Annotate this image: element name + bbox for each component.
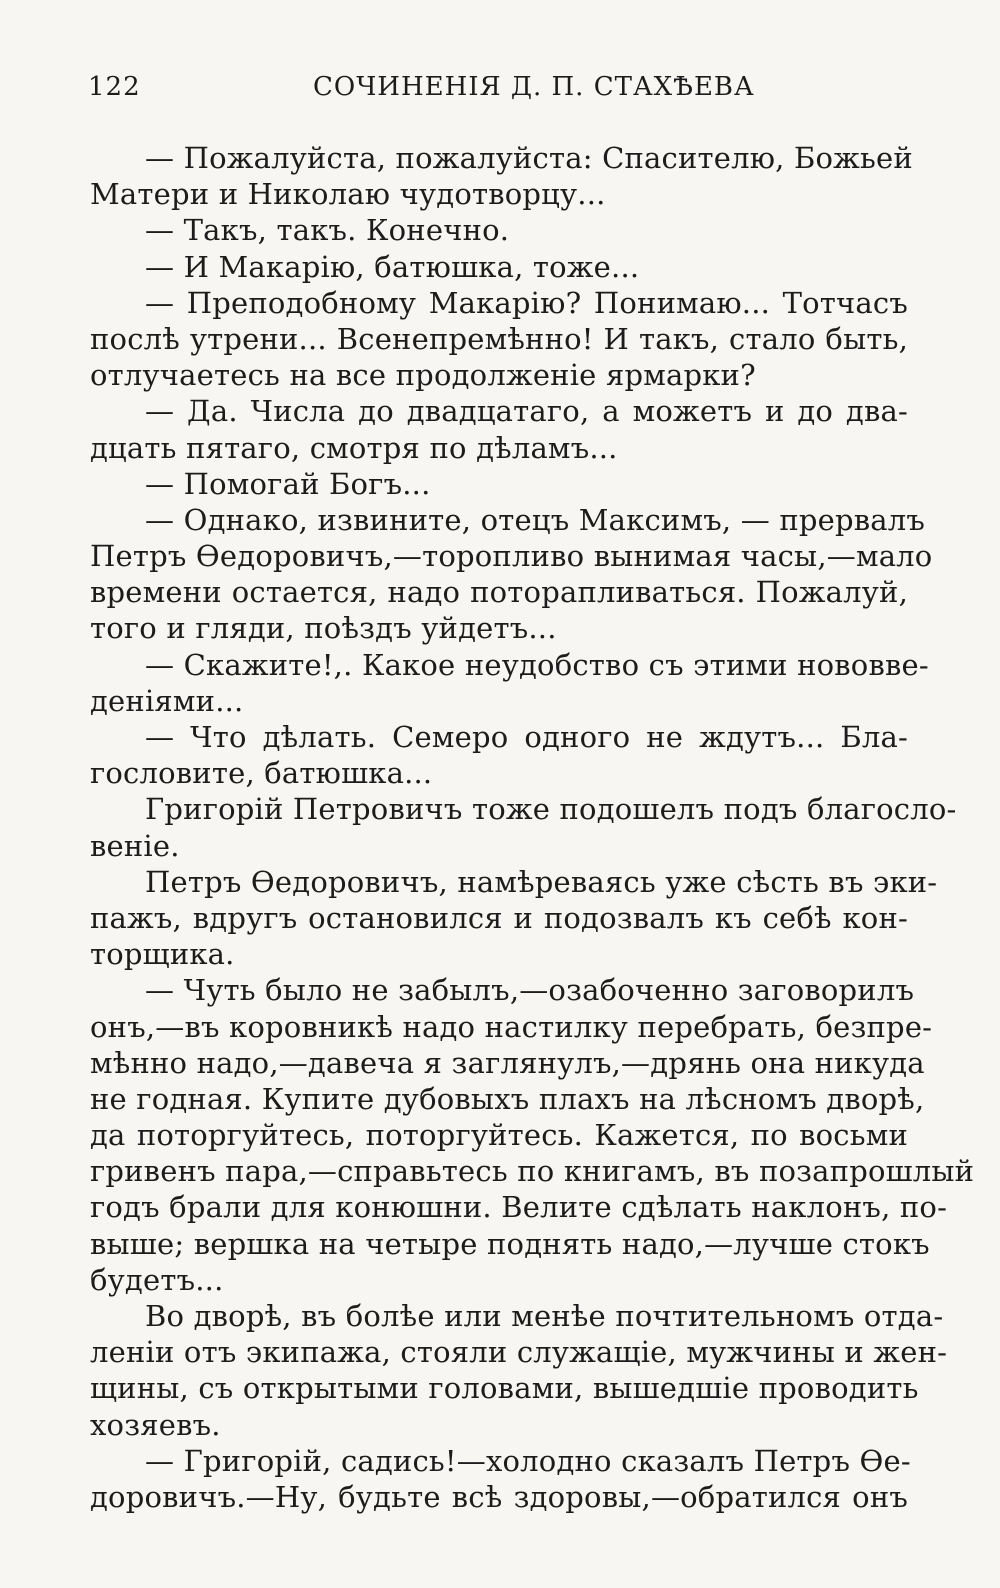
running-head xyxy=(88,72,908,116)
page-number: 122 xyxy=(88,72,141,102)
text-line: дцать пятаго, смотря по дѣламъ... xyxy=(90,430,618,465)
text-line: — Григорій, садись!—холодно сказалъ Петръ Ѳе- xyxy=(145,1443,911,1478)
text-line: годъ брали для конюшни. Велите сдѣлать наклонъ, по- xyxy=(90,1190,948,1225)
text-line: Петръ Ѳедоровичъ,—торопливо вынимая часы,—мало xyxy=(90,539,933,574)
text-line: отлучаетесь на все продолженіе ярмарки? xyxy=(90,358,756,393)
text-line: онъ,—въ коровникѣ надо настилку перебрать, безпре- xyxy=(90,1009,933,1044)
text-line: Григорій Петровичъ тоже подошелъ подъ благосло- xyxy=(145,792,957,827)
text-line: — И Макарію, батюшка, тоже... xyxy=(145,249,640,284)
text-line: хозяевъ. xyxy=(90,1407,221,1442)
text-line: — Помогай Богъ... xyxy=(145,466,431,501)
text-line: — Чуть было не забылъ,—озабоченно заговорилъ xyxy=(145,973,915,1008)
text-line: щины, съ открытыми головами, вышедшіе проводить xyxy=(90,1371,919,1406)
text-line: — Что дѣлать. Семеро одного не ждутъ... Бла- xyxy=(145,720,908,754)
text-line: времени остается, надо поторапливаться. Пожалуй, xyxy=(90,575,908,610)
text-line: будетъ... xyxy=(90,1262,224,1297)
text-line: — Пожалуйста, пожалуйста: Спасителю, Божьей xyxy=(145,141,913,175)
text-line: пажъ, вдругъ остановился и подозвалъ къ себѣ кон- xyxy=(90,900,908,935)
text-line: того и гляди, поѣздъ уйдетъ... xyxy=(90,611,557,646)
text-line: веніе. xyxy=(90,828,180,863)
text-line: выше; вершка на четыре поднять надо,—лучше стокъ xyxy=(90,1226,930,1261)
text-line: гривенъ пара,—справьтесь по книгамъ, въ позапрошлый xyxy=(90,1154,975,1189)
text-line: деніями... xyxy=(90,683,244,718)
text-line: Матери и Николаю чудотворцу... xyxy=(90,177,606,212)
text-line: — Преподобному Макарію? Понимаю... Тотчасъ xyxy=(145,285,908,320)
header-title: СОЧИНЕНІЯ Д. П. СТАХѢЕВА xyxy=(313,72,755,102)
text-line: — Да. Числа до двадцатаго, а можетъ и до два- xyxy=(145,394,908,429)
text-line: леніи отъ экипажа, стояли служащіе, мужчины и жен- xyxy=(90,1335,948,1370)
text-line: не годная. Купите дубовыхъ плахъ на лѣсномъ дворѣ, xyxy=(90,1081,925,1116)
text-line: — Скажите!,. Какое неудобство съ этими нововве- xyxy=(145,647,929,682)
text-line: да поторгуйтесь, поторгуйтесь. Кажется, по восьми xyxy=(90,1118,908,1153)
text-line: торщика. xyxy=(90,937,235,972)
body-text xyxy=(90,140,975,1515)
text-line: гословите, батюшка... xyxy=(90,756,433,791)
text-line: послѣ утрени... Всенепремѣнно! И такъ, стало быть, xyxy=(90,321,908,356)
text-line: — Такъ, такъ. Конечно. xyxy=(145,213,510,248)
text-line: мѣнно надо,—давеча я заглянулъ,—дрянь она никуда xyxy=(90,1045,925,1080)
text-line: доровичъ.—Ну, будьте всѣ здоровы,—обратился онъ xyxy=(90,1479,908,1514)
text-line: Петръ Ѳедоровичъ, намѣреваясь уже сѣсть въ эки- xyxy=(145,864,938,899)
text-line: — Однако, извините, отецъ Максимъ, — прервалъ xyxy=(145,502,926,537)
text-line: Во дворѣ, въ болѣе или менѣе почтительномъ отда- xyxy=(145,1299,944,1333)
